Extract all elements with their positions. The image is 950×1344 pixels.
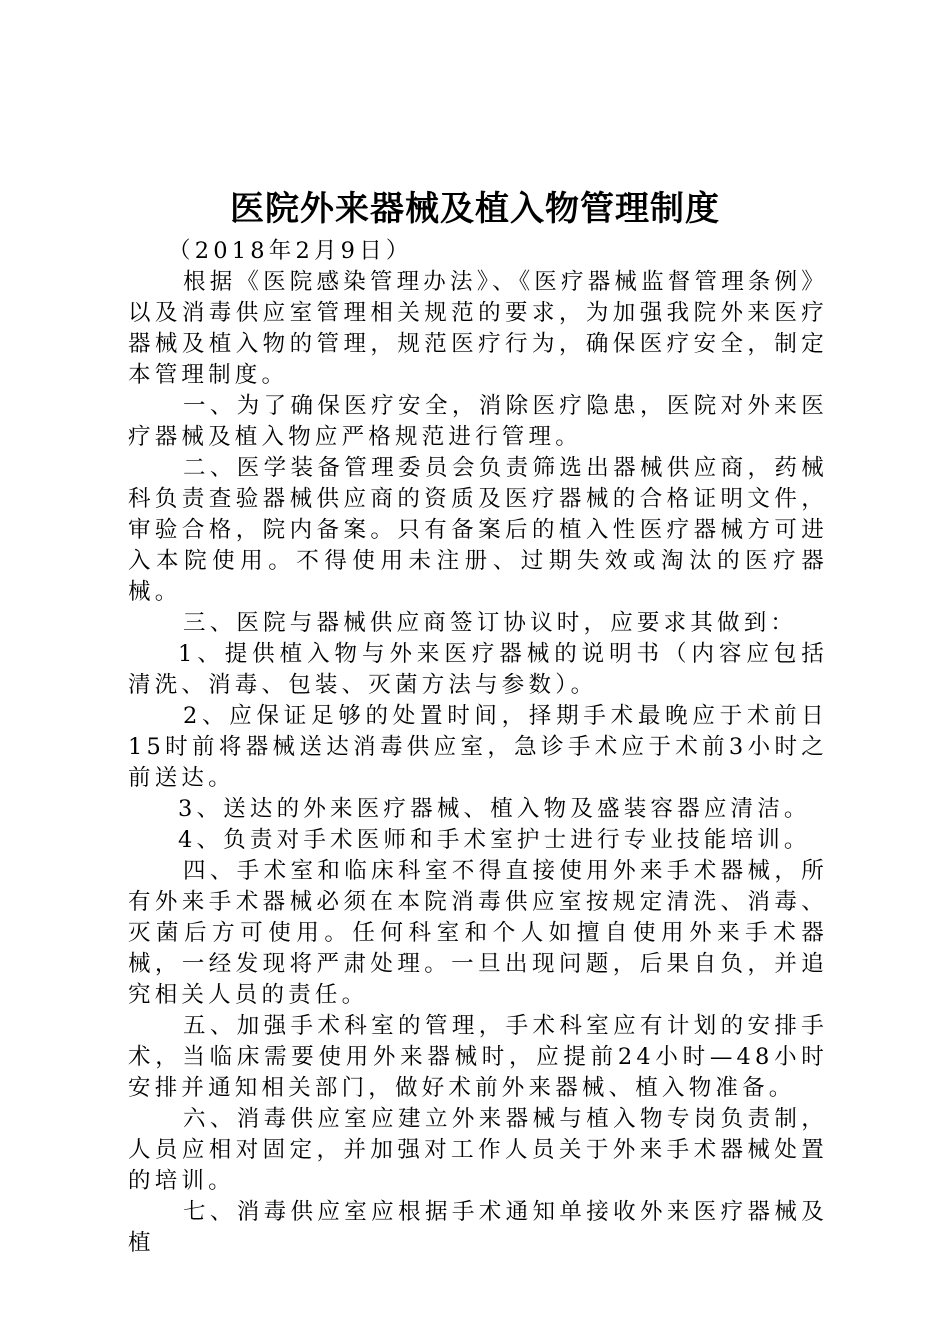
paragraph-item-4: 4、负责对手术医师和手术室护士进行专业技能培训。 [178,827,811,853]
paragraph-intro: 根据《医院感染管理办法》、《医疗器械监督管理条例》以及消毒供应室管理相关规范的要求，为加强我院外来医疗器械及植入物的管理，规范医疗行为，确保医疗安全，制定本管理制度。 [128,269,829,388]
paragraph-section-7: 七、消毒供应室应根据手术通知单接收外来医疗器械及植 [128,1199,828,1256]
paragraph-item-3: 3、送达的外来医疗器械、植入物及盛装容器应清洁。 [178,796,811,822]
document-body [128,236,828,1259]
paragraph-section-6: 六、消毒供应室应建立外来器械与植入物专岗负责制，人员应相对固定，并加强对工作人员关于外来手术器械处置的培训。 [128,1106,828,1194]
paragraph-section-4: 四、手术室和临床科室不得直接使用外来手术器械，所有外来手术器械必须在本院消毒供应室按规定清洗、消毒、灭菌后方可使用。任何科室和个人如擅自使用外来手术器械，一经发现将严肃处理。一旦出现问题，后果自负，并追究相关人员的责任。 [128,858,828,1008]
document-title: 医院外来器械及植入物管理制度 [230,189,720,229]
paragraph-section-3: 三、医院与器械供应商签订协议时，应要求其做到： [183,610,798,636]
paragraph-section-1: 一、为了确保医疗安全，消除医疗隐患，医院对外来医疗器械及植入物应严格规范进行管理。 [128,393,828,450]
paragraph-section-2: 二、医学装备管理委员会负责筛选出器械供应商，药械科负责查验器械供应商的资质及医疗器械的合格证明文件，审验合格，院内备案。只有备案后的植入性医疗器械方可进入本院使用。不得使用未注册、过期失效或淘汰的医疗器械。 [128,455,828,605]
paragraph-section-5: 五、加强手术科室的管理，手术科室应有计划的安排手术，当临床需要使用外来器械时，应提前24小时—48小时安排并通知相关部门，做好术前外来器械、植入物准备。 [128,1013,828,1101]
paragraph-item-1: 1、提供植入物与外来医疗器械的说明书（内容应包括清洗、消毒、包装、灭菌方法与参数）。 [128,641,828,698]
document-date: （2018年2月9日） [168,238,413,264]
paragraph-item-2: 2、应保证足够的处置时间，择期手术最晚应于术前日15时前将器械送达消毒供应室，急诊手术应于术前3小时之前送达。 [128,703,828,791]
